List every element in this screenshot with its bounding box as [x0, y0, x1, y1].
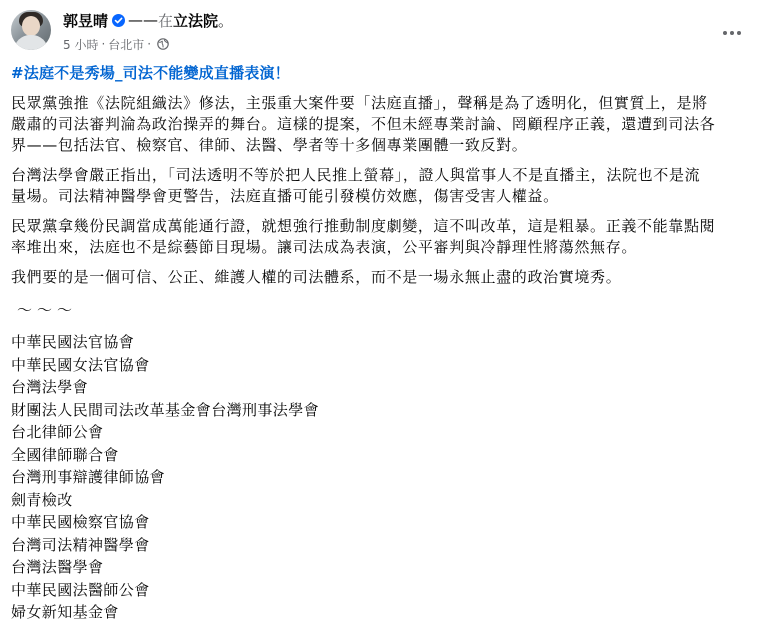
- post-header: [0, 0, 763, 60]
- post-meta: [63, 35, 169, 53]
- organization-item: 全國律師聯合會: [11, 445, 119, 464]
- organization-item: 台灣法學會: [11, 378, 89, 396]
- paragraph-4: [11, 267, 754, 288]
- paragraph-2: [11, 165, 754, 207]
- avatar-face: [22, 16, 40, 36]
- organization-item: 台灣刑事辯護律師協會: [11, 468, 166, 486]
- paragraph-line: 界——包括法官、檢察官、律師、法醫、學者等十多個專業團體一致反對。: [11, 136, 528, 154]
- globe-icon[interactable]: [157, 38, 169, 50]
- hashtag-link[interactable]: #法庭不是秀場_司法不能變成直播表演！: [11, 64, 290, 82]
- more-options-button[interactable]: [714, 14, 750, 50]
- post-body: [11, 60, 754, 623]
- organization-item: 台灣司法精神醫學會: [11, 535, 150, 554]
- more-options-icon: [723, 31, 727, 35]
- paragraph-line: 民眾黨拿幾份民調當成萬能通行證，就想強行推動制度劇變，這不叫改革，這是粗暴。正義不能靠點閱: [11, 217, 716, 235]
- organization-item: 中華民國檢察官協會: [11, 513, 150, 531]
- organization-item: 中華民國法官協會: [11, 333, 135, 351]
- author-name[interactable]: 郭昱晴: [63, 11, 109, 30]
- tilde-separator: ～～～: [17, 301, 78, 319]
- location-link[interactable]: 立法院: [173, 11, 219, 30]
- organization-item: 劍青檢改: [11, 490, 73, 509]
- organization-item: 台北律師公會: [11, 423, 104, 441]
- meta-separator: ·: [101, 37, 106, 51]
- paragraph-1: [11, 93, 754, 156]
- meta-separator-2: ·: [147, 37, 152, 51]
- more-options-icon-dot-2: [730, 31, 734, 35]
- post-city[interactable]: 台北市: [108, 37, 145, 52]
- organization-item: 台灣法醫學會: [11, 558, 104, 576]
- location-prefix: 在: [158, 11, 174, 30]
- more-options-icon-dot-3: [737, 31, 741, 35]
- paragraph-line: 嚴肅的司法審判淪為政治操弄的舞台。這樣的提案，不但未經專業討論、罔顧程序正義，還遭到司法各: [11, 115, 716, 133]
- paragraph-line: 率堆出來，法庭也不是綜藝節目現場。讓司法成為表演，公平審判與冷靜理性將蕩然無存。: [11, 238, 638, 256]
- paragraph-line: 民眾黨強推《法院組織法》修法，主張重大案件要「法庭直播」，聲稱是為了透明化，但實質上，是將: [11, 94, 708, 112]
- organization-list: [11, 331, 754, 623]
- organization-item: 中華民國法醫師公會: [11, 580, 150, 599]
- author-avatar[interactable]: [11, 10, 51, 50]
- paragraph-line: 我們要的是一個可信、公正、維護人權的司法體系，而不是一場永無止盡的政治實境秀。: [11, 268, 622, 286]
- verified-badge-icon: [112, 14, 125, 27]
- location-period: 。: [218, 11, 234, 30]
- organization-item: 婦女新知基金會: [11, 603, 119, 621]
- paragraph-line: 量場。司法精神醫學會更警告，法庭直播可能引發模仿效應，傷害受害人權益。: [11, 187, 559, 205]
- author-line: [63, 10, 233, 30]
- organization-item: 財團法人民間司法改革基金會台灣刑事法學會: [11, 400, 320, 419]
- paragraph-line: 台灣法學會嚴正指出，「司法透明不等於把人民推上螢幕」，證人與當事人不是直播主，法院也不是流: [11, 166, 701, 184]
- organization-item: 中華民國女法官協會: [11, 355, 150, 374]
- avatar-shoulders: [14, 35, 48, 50]
- location-dash: ——: [128, 11, 159, 29]
- post-timestamp[interactable]: 5 小時: [63, 37, 99, 52]
- paragraph-3: [11, 216, 754, 258]
